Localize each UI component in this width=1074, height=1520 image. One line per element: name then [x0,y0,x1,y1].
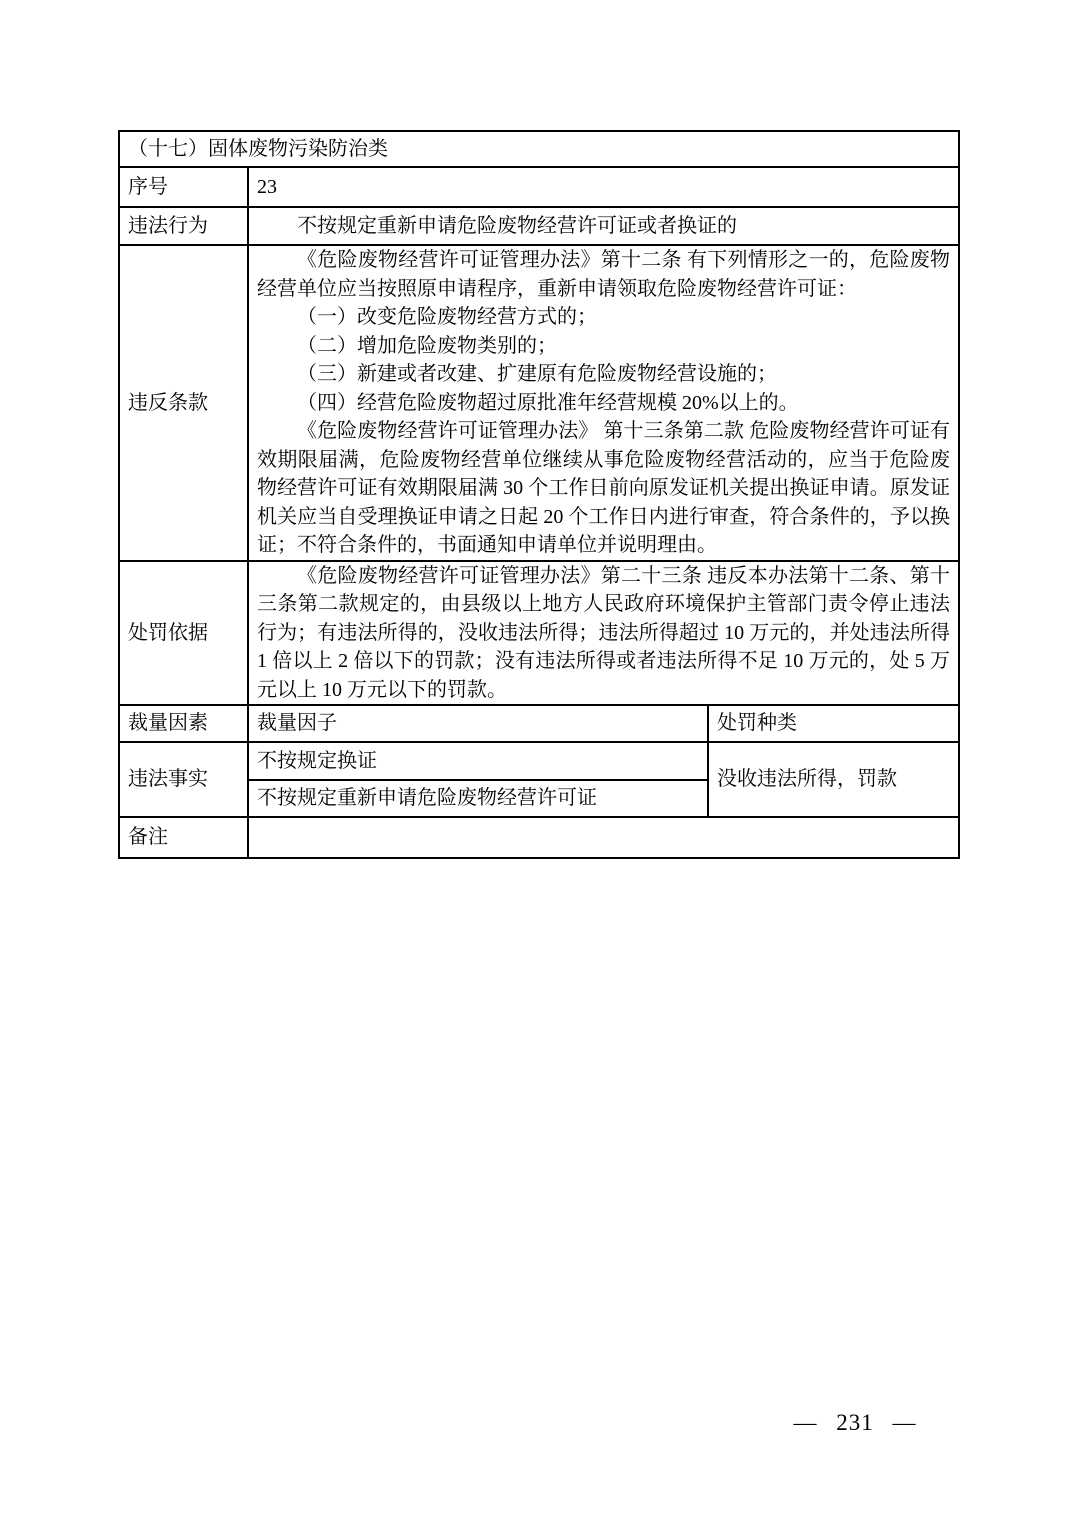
serial-row [119,167,959,207]
category-header: （十七）固体废物污染防治类 [128,137,388,160]
clause-item-3: （三）新建或者改建、扩建原有危险废物经营设施的； [297,363,777,385]
illegal-act-text: 不按规定重新申请危险废物经营许可证或者换证的 [297,214,737,237]
clause-item-2: （二）增加危险废物类别的； [297,334,557,357]
penalty-types-value: 没收违法所得，罚款 [708,742,959,817]
violated-clauses-label: 违反条款 [119,245,248,561]
regulation-table [118,130,960,859]
discretion-header-row [119,705,959,742]
remarks-value [248,817,959,858]
page-number: — 231 — [793,1410,917,1435]
clause-item-1: （一）改变危险废物经营方式的； [297,306,597,328]
illegal-act-value [248,207,959,245]
serial-value: 23 [248,167,959,207]
remarks-row [119,817,959,858]
penalty-basis-label: 处罚依据 [119,561,248,706]
penalty-type-column-header: 处罚种类 [708,705,959,742]
illegal-fact-row-1 [119,742,959,780]
remarks-label: 备注 [119,817,248,858]
penalty-basis-paragraph: 《危险废物经营许可证管理办法》第二十三条 违反本办法第十二条、第十三条第二款规定的，由县级以上地方人民政府环境保护主管部门责令停止违法行为；有违法所得的，没收违法所得；违法所得超过 10 万元的，并处违法所得 1 倍以上 2 倍以下的罚款；没有违法所得或者违法所得不足 10 万元的，处 5 万元以上 10 万元以下的罚款。 [257,564,951,701]
clause-paragraph-2: 《危险废物经营许可证管理办法》 第十三条第二款 危险废物经营许可证有效期限届满，危险废物经营单位继续从事危险废物经营活动的，应当于危险废物经营许可证有效期限届满 30 个工作日前向原发证机关提出换证申请。原发证机关应当自受理换证申请之日起 20 个工作日内进行审查，符合条件的，予以换证；不符合条件的，书面通知申请单位并说明理由。 [257,420,951,556]
penalty-basis-content [248,561,959,706]
discretion-factor-column-header: 裁量因子 [248,705,708,742]
violated-clauses-content [248,245,959,561]
violated-clauses-row [119,245,959,561]
serial-label: 序号 [119,167,248,207]
penalty-basis-row [119,561,959,706]
illegal-act-row [119,207,959,245]
clause-paragraph: 《危险废物经营许可证管理办法》第十二条 有下列情形之一的，危险废物经营单位应当按照原申请程序，重新申请领取危险废物经营许可证： [257,249,951,300]
category-header-row [119,131,959,167]
illegal-act-label: 违法行为 [119,207,248,245]
illegal-fact-2: 不按规定重新申请危险废物经营许可证 [248,780,708,817]
category-header-cell [119,131,959,167]
illegal-fact-1: 不按规定换证 [248,742,708,780]
illegal-facts-label: 违法事实 [119,742,248,817]
clause-item-4: （四）经营危险废物超过原批准年经营规模 20%以上的。 [297,391,799,414]
discretion-factors-label: 裁量因素 [119,705,248,742]
